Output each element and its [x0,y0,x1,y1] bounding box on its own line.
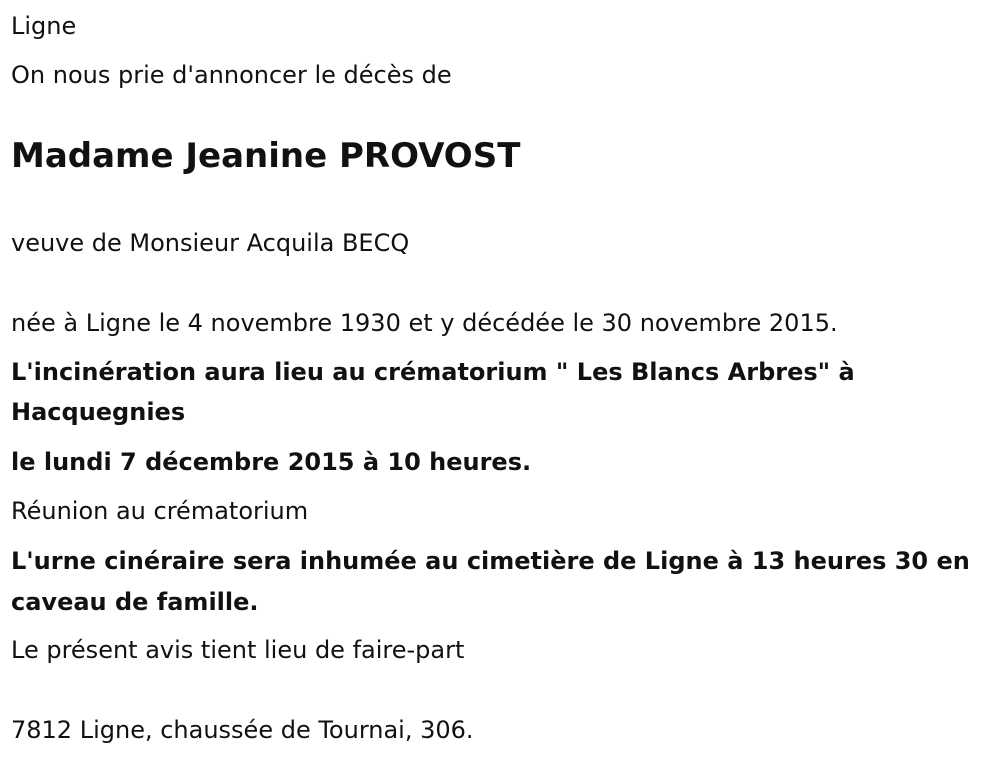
meeting-text: Réunion au crématorium [11,497,309,525]
deceased-name: Madame Jeanine PROVOST [11,136,521,176]
cremation-date: le lundi 7 décembre 2015 à 10 heures. [11,448,532,476]
intro-text: On nous prie d'annoncer le décès de [11,61,452,89]
faire-part-text: Le présent avis tient lieu de faire-part [11,636,465,664]
cremation-location-line1: L'incinération aura lieu au crématorium " Les Blancs Arbres" à [11,358,855,386]
cremation-location-line2: Hacquegnies [11,398,186,426]
location-heading: Ligne [11,12,77,40]
address-text: 7812 Ligne, chaussée de Tournai, 306. [11,716,474,744]
relation-text: veuve de Monsieur Acquila BECQ [11,229,410,257]
urn-burial-line1: L'urne cinéraire sera inhumée au cimetière de Ligne à 13 heures 30 en [11,547,970,575]
urn-burial-line2: caveau de famille. [11,588,259,616]
birth-death-text: née à Ligne le 4 novembre 1930 et y décédée le 30 novembre 2015. [11,309,838,337]
